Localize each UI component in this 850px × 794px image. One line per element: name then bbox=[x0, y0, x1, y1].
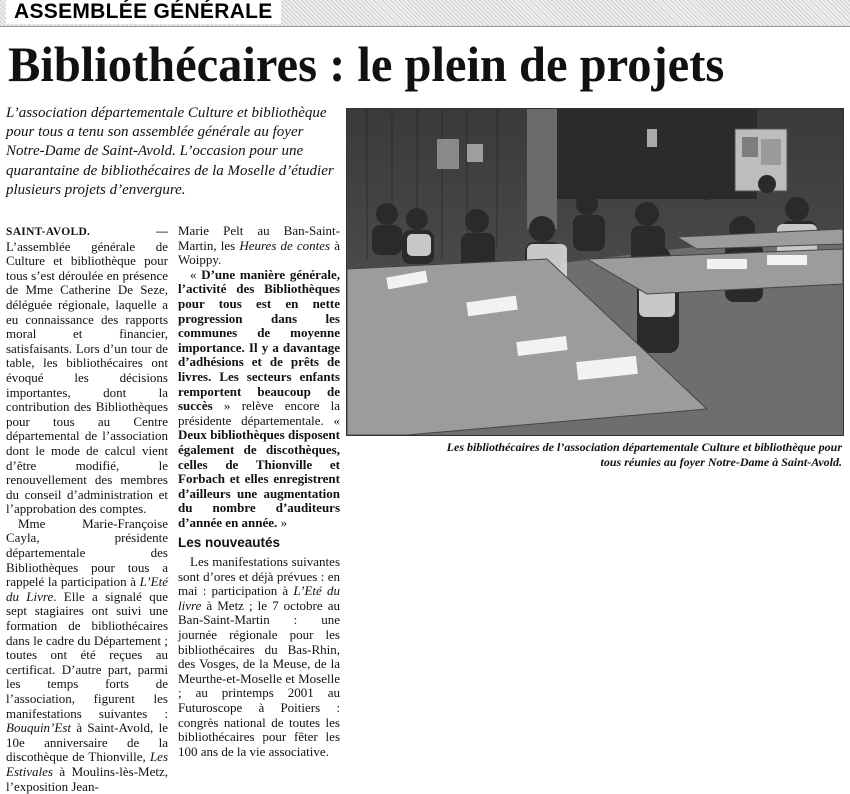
event-title: L’Eté du Livre bbox=[6, 574, 168, 604]
paragraph bbox=[178, 224, 340, 268]
subheading: Les nouveautés bbox=[178, 535, 281, 551]
event-title: Bouquin’Est bbox=[6, 720, 71, 736]
event-title: Heures de contes bbox=[239, 237, 331, 253]
paragraph-text: . Elle a signalé que sept stagiaires ont suivi une formation de bibliothécaires dans le cadre du Département ; toutes ont été reçues au certificat. D’autre part, parmi les temps forts de l’association, figurent les manifestations suivantes : bbox=[6, 588, 168, 721]
paragraph bbox=[6, 517, 168, 794]
meeting-room-photo bbox=[347, 109, 843, 435]
article-column-1 bbox=[6, 224, 168, 794]
quote-paragraph bbox=[178, 268, 340, 531]
quote-mark: » bbox=[277, 514, 288, 530]
paragraph-text: L’assemblée générale de Culture et bibliothèque pour tous s’est déroulée en présence de Mme Catherine De Seze, déléguée régionale, laquelle a eu connaissance des rapports moral et financier, satisfaisants. Lors d’un tour de table, les bibliothécaires ont évoqué les décisions importantes, dont la contribution des Bibliothèques pour tous au Centre départemental de l’association dont le mode de calcul vient d’être modifié, le renouvellement des membres du conseil d’administration et l’approbation des comptes. bbox=[6, 238, 168, 517]
paragraph-text: » relève encore la présidente départementale. « bbox=[178, 398, 340, 428]
paragraph bbox=[178, 555, 340, 759]
article-lead: L’association départementale Culture et bibliothèque pour tous a tenu son assemblée générale au foyer Notre-Dame de Saint-Avold. L’occasion pour une quarantaine de bibliothécaires de la Moselle d’étudier plusieurs projets d’envergure. bbox=[6, 105, 334, 198]
paragraph-text: Marie Pelt au Ban-Saint-Martin, les bbox=[178, 223, 340, 253]
article-headline: Bibliothécaires : le plein de projets bbox=[8, 36, 725, 92]
event-title: Les Estivales bbox=[6, 749, 168, 779]
event-title: L’Eté du livre bbox=[178, 583, 340, 613]
dateline: SAINT-AVOLD. — bbox=[6, 226, 168, 238]
paragraph-text: Mme Marie-Françoise Cayla, présidente départementale des Bibliothèques pour tous a rappelé la participation à bbox=[6, 515, 168, 590]
article-column-2 bbox=[178, 224, 340, 759]
section-banner bbox=[0, 0, 850, 27]
quote-mark: « bbox=[190, 266, 202, 282]
quote-text: Deux bibliothèques disposent également de discothèques, celles de Thionville et Forbach et elles enregistrent d’ailleurs une augmentation du nombre d’auditeurs d’année en année. bbox=[178, 427, 340, 530]
paragraph-text: à Woippy. bbox=[178, 237, 340, 268]
photo-caption: Les bibliothécaires de l’association départementale Culture et bibliothèque pour tous réunies au foyer Notre-Dame à Saint-Avold. bbox=[446, 440, 842, 469]
article-photo bbox=[346, 108, 844, 436]
paragraph-text: à Saint-Avold, le 10e anniversaire de la discothèque de Thionville, bbox=[6, 720, 168, 765]
paragraph-text: Les manifestations suivantes sont d’ores et déjà prévues : en mai : participation à bbox=[178, 554, 340, 599]
paragraph bbox=[6, 224, 168, 517]
quote-text: D’une manière générale, l’activité des Bibliothèques pour tous est en nette progression dans les communes de moyenne importance. Il y a davantage d’adhésions et de prêts de livres. Les secteurs enfants remportent beaucoup de succès bbox=[178, 266, 341, 414]
paragraph-text: à Moulins-lès-Metz, l’exposition Jean- bbox=[6, 763, 168, 794]
section-label: ASSEMBLÉE GÉNÉRALE bbox=[6, 0, 281, 24]
paragraph-text: à Metz ; le 7 octobre au Ban-Saint-Martin : une journée régionale pour les bibliothécaires du Bas-Rhin, des Vosges, de la Meuse, de la Meurthe-et-Moselle et Moselle ; au printemps 2001 au Futuroscope à Poitiers : congrès national de toutes les bibliothécaires pour fêter les 100 ans de la vie associative. bbox=[178, 597, 340, 759]
